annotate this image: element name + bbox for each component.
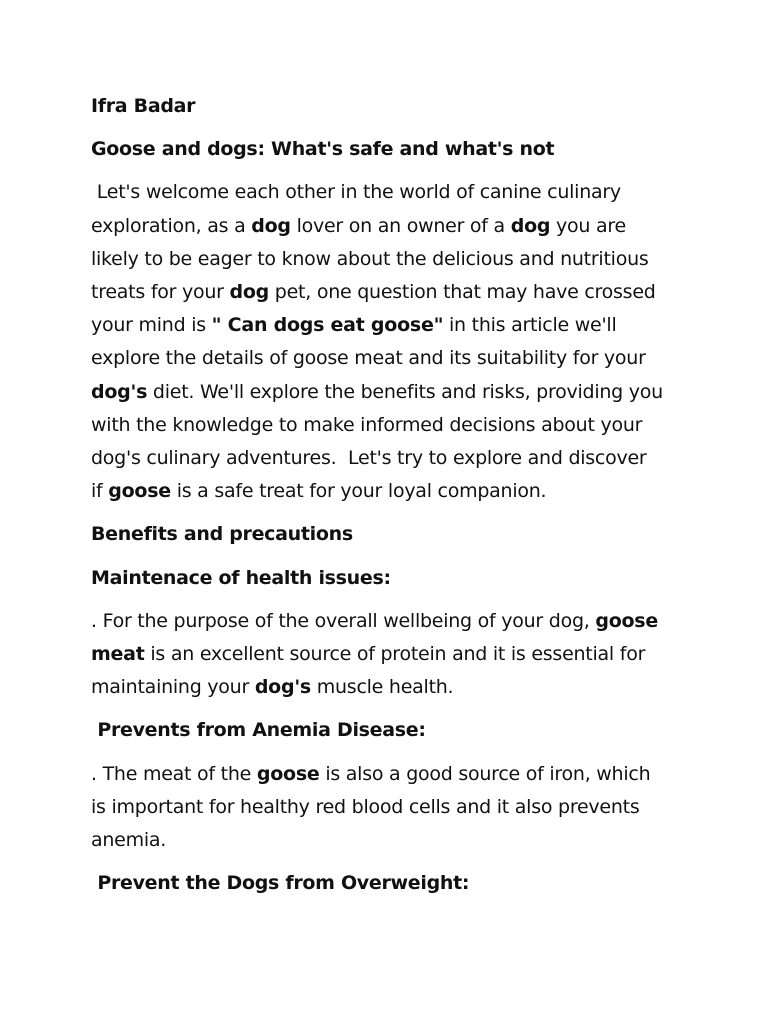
intro-line <box>91 376 711 409</box>
bold-keyword: dog <box>510 214 551 237</box>
text-span: with the knowledge to make informed decisions about your <box>91 413 643 436</box>
text-span: maintaining your <box>91 676 255 699</box>
text-span: is a safe treat for your loyal companion. <box>170 480 547 503</box>
health-line <box>91 638 711 671</box>
text-span: your mind is <box>91 314 212 337</box>
bold-keyword: " Can dogs eat goose" <box>211 314 444 337</box>
author-name: Ifra Badar <box>91 95 196 117</box>
text-span: . For the purpose of the overall wellbeing of your dog, <box>91 609 596 632</box>
health-paragraph <box>91 605 711 705</box>
bold-keyword: dog's <box>91 380 148 403</box>
intro-line <box>91 442 711 475</box>
text-span: treats for your <box>91 281 230 304</box>
intro-line <box>91 243 711 276</box>
document-page <box>91 90 711 900</box>
text-span: explore the details of goose meat and its suitability for your <box>91 347 646 370</box>
text-span: likely to be eager to know about the delicious and nutritious <box>91 247 649 270</box>
health-line <box>91 671 711 704</box>
intro-line <box>91 176 711 209</box>
health-line <box>91 605 711 638</box>
intro-line <box>91 309 711 342</box>
intro-line <box>91 342 711 375</box>
text-span: you are <box>550 214 626 237</box>
bold-keyword: goose <box>595 609 658 632</box>
text-span: dog's culinary adventures. Let's try to explore and discover <box>91 447 647 470</box>
intro-line <box>91 276 711 309</box>
bold-keyword: goose <box>256 762 320 785</box>
overweight-heading: Prevent the Dogs from Overweight: <box>91 872 470 895</box>
text-span: is also a good source of iron, which <box>319 762 651 785</box>
anemia-line <box>91 758 711 791</box>
text-span: exploration, as a <box>91 214 252 237</box>
text-span: diet. We'll explore the benefits and risks, providing you <box>147 380 663 403</box>
intro-line <box>91 409 711 442</box>
intro-paragraph <box>91 176 711 508</box>
intro-line <box>91 475 711 508</box>
health-heading: Maintenace of health issues: <box>91 566 391 589</box>
anemia-line <box>91 791 711 824</box>
bold-keyword: dog <box>229 281 270 304</box>
text-span: muscle health. <box>310 676 454 699</box>
bold-keyword: meat <box>91 643 145 666</box>
text-span: Let's welcome each other in the world of canine culinary <box>91 181 621 204</box>
text-span: pet, one question that may have crossed <box>269 281 656 304</box>
text-span: is an excellent source of protein and it is essential for <box>144 643 646 666</box>
intro-line <box>91 210 711 243</box>
text-span: if <box>91 480 109 503</box>
text-span: lover on an owner of a <box>290 214 511 237</box>
anemia-heading: Prevents from Anemia Disease: <box>91 719 426 742</box>
benefits-heading: Benefits and precautions <box>91 523 353 546</box>
bold-keyword: dog's <box>254 676 311 699</box>
bold-keyword: goose <box>108 480 171 503</box>
bold-keyword: dog <box>251 214 291 237</box>
text-span: in this article we'll <box>443 314 617 337</box>
anemia-paragraph <box>91 758 711 858</box>
anemia-line <box>91 824 711 857</box>
text-span: anemia. <box>91 829 167 852</box>
article-title: Goose and dogs: What's safe and what's not <box>91 138 555 161</box>
text-span: is important for healthy red blood cells and it also prevents <box>91 795 640 818</box>
text-span: . The meat of the <box>91 762 257 785</box>
